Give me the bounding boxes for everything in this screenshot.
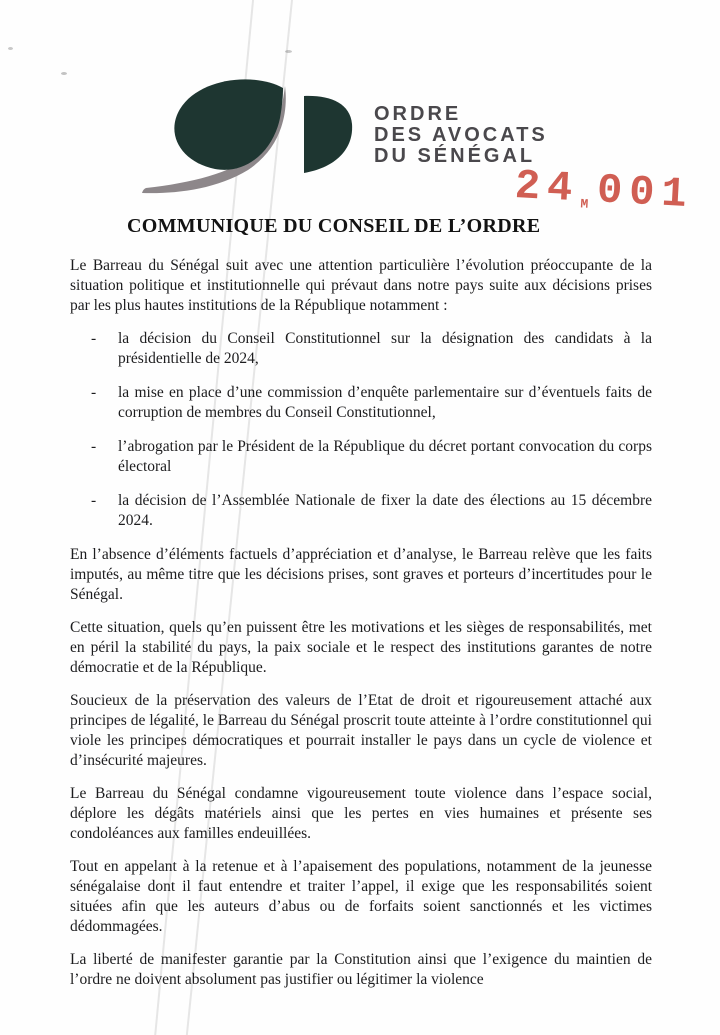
scan-speck bbox=[61, 72, 67, 75]
body-paragraph: Cette situation, quels qu’en puissent être les motivations et les sièges de responsabilités, met en péril la stabilité du pays, la paix sociale et le respect des institutions garantes de notre démocratie et de la République. bbox=[70, 619, 652, 676]
bullet-item bbox=[70, 491, 652, 531]
document-title: COMMUNIQUE DU CONSEIL DE L’ORDRE bbox=[127, 215, 541, 237]
stamp-number-left: 24 bbox=[513, 162, 581, 214]
org-name-line: DES AVOCATS bbox=[374, 124, 548, 146]
scan-speck bbox=[8, 47, 13, 50]
bullet-text: la mise en place d’une commission d’enquête parlementaire sur d’éventuels faits de corruption de membres du Conseil Constitutionnel, bbox=[118, 384, 652, 421]
org-name-line: DU SÉNÉGAL bbox=[374, 145, 536, 167]
bullet-item bbox=[70, 383, 652, 423]
org-name-line: ORDRE bbox=[374, 103, 462, 125]
body-paragraph: Soucieux de la préservation des valeurs de l’Etat de droit et rigoureusement attaché aux principes de légalité, le Barreau du Sénégal proscrit toute atteinte à l’ordre constitutionnel qui viole les principes démocratiques et pourrait installer le pays dans un cycle de violence et d’insécurité majeures. bbox=[70, 692, 652, 769]
stamp-separator: M bbox=[580, 196, 589, 212]
stamp-number-right: 001 bbox=[595, 166, 695, 220]
intro-paragraph: Le Barreau du Sénégal suit avec une attention particulière l’évolution préoccupante de la situation politique et institutionnelle qui prévaut dans notre pays suite aux décisions prises par les plus hautes institutions de la République notamment : bbox=[70, 257, 652, 314]
bullet-text: l’abrogation par le Président de la République du décret portant convocation du corps électoral bbox=[118, 438, 652, 475]
red-number-stamp bbox=[513, 162, 695, 224]
bullet-dash: - bbox=[91, 492, 97, 509]
bullet-text: la décision du Conseil Constitutionnel sur la désignation des candidats à la présidentielle de 2024, bbox=[118, 330, 652, 367]
bullet-dash: - bbox=[91, 384, 97, 401]
scan-speck bbox=[285, 50, 292, 53]
bullet-list bbox=[70, 329, 652, 531]
body-paragraph: Tout en appelant à la retenue et à l’apaisement des populations, notamment de la jeunesse sénégalaise dont il faut entendre et traiter l’appel, il exige que les responsabilités soient situées afin que les auteurs d’abus ou de forfaits soient sanctionnés et les victimes dédommagées. bbox=[70, 858, 652, 935]
logo-leaf-shape bbox=[174, 79, 283, 169]
document-body bbox=[70, 256, 652, 1003]
bullet-text: la décision de l’Assemblée Nationale de fixer la date des élections au 15 décembre 2024. bbox=[118, 492, 652, 529]
body-paragraph: En l’absence d’éléments factuels d’appréciation et d’analyse, le Barreau relève que les faits imputés, au même titre que les décisions prises, sont graves et porteurs d’incertitudes pour le Sénégal. bbox=[70, 546, 652, 603]
body-paragraph: La liberté de manifester garantie par la Constitution ainsi que l’exigence du maintien de l’ordre ne doivent absolument pas justifier ou légitimer la violence bbox=[70, 951, 652, 988]
bullet-item bbox=[70, 329, 652, 369]
body-paragraph: Le Barreau du Sénégal condamne vigoureusement toute violence dans l’espace social, déplore les dégâts matériels ainsi que les pertes en vies humaines et présente ses condoléances aux familles endeuillées. bbox=[70, 785, 652, 842]
logo-half-ellipse-shape bbox=[304, 96, 352, 173]
bullet-item bbox=[70, 437, 652, 477]
org-name bbox=[374, 104, 548, 167]
bar-association-logo-icon bbox=[138, 66, 368, 196]
bullet-dash: - bbox=[91, 330, 97, 347]
bullet-dash: - bbox=[91, 438, 97, 455]
